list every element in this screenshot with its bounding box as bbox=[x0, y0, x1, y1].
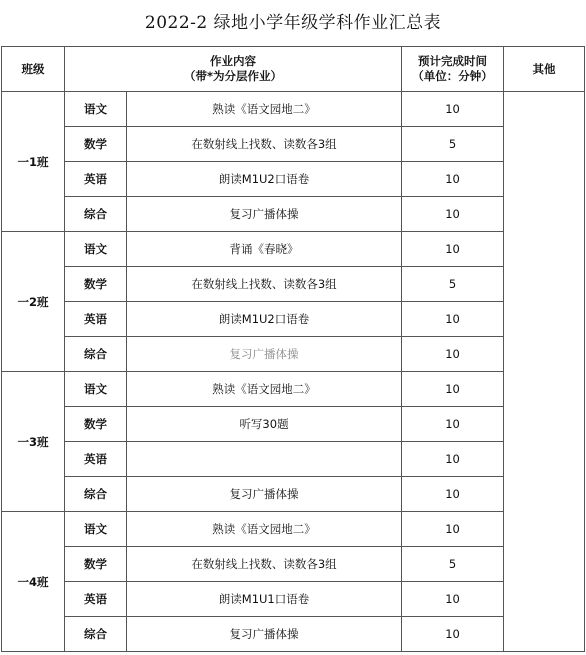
time-cell: 10 bbox=[402, 512, 504, 547]
subject-cell: 英语 bbox=[65, 162, 127, 197]
table-row bbox=[2, 302, 585, 337]
time-cell: 10 bbox=[402, 372, 504, 407]
time-cell: 5 bbox=[402, 267, 504, 302]
time-cell: 10 bbox=[402, 232, 504, 267]
subject-cell: 综合 bbox=[65, 617, 127, 652]
subject-cell: 语文 bbox=[65, 372, 127, 407]
content-cell: 熟读《语文园地二》 bbox=[127, 92, 402, 127]
table-row bbox=[2, 512, 585, 547]
content-cell: 背诵《春晓》 bbox=[127, 232, 402, 267]
subject-cell: 语文 bbox=[65, 92, 127, 127]
subject-cell: 英语 bbox=[65, 582, 127, 617]
other-cell bbox=[504, 92, 585, 652]
table-row bbox=[2, 582, 585, 617]
content-cell: 复习广播体操 bbox=[127, 617, 402, 652]
content-cell: 复习广播体操 bbox=[127, 477, 402, 512]
content-cell: 复习广播体操 bbox=[127, 337, 402, 372]
header-content-line1: 作业内容 bbox=[210, 54, 256, 68]
time-cell: 10 bbox=[402, 442, 504, 477]
table-row bbox=[2, 127, 585, 162]
subject-cell: 英语 bbox=[65, 302, 127, 337]
time-cell: 10 bbox=[402, 162, 504, 197]
header-time bbox=[402, 47, 504, 92]
table-row bbox=[2, 407, 585, 442]
time-cell: 10 bbox=[402, 617, 504, 652]
class-cell: 一3班 bbox=[2, 372, 65, 512]
subject-cell: 综合 bbox=[65, 197, 127, 232]
table-row bbox=[2, 477, 585, 512]
time-cell: 5 bbox=[402, 547, 504, 582]
time-cell: 10 bbox=[402, 337, 504, 372]
table-row bbox=[2, 267, 585, 302]
content-cell: 熟读《语文园地二》 bbox=[127, 372, 402, 407]
content-cell: 熟读《语文园地二》 bbox=[127, 512, 402, 547]
class-cell: 一2班 bbox=[2, 232, 65, 372]
header-class: 班级 bbox=[2, 47, 65, 92]
time-cell: 10 bbox=[402, 407, 504, 442]
content-cell bbox=[127, 442, 402, 477]
header-content bbox=[65, 47, 402, 92]
header-other: 其他 bbox=[504, 47, 585, 92]
subject-cell: 数学 bbox=[65, 547, 127, 582]
header-time-line2: （单位：分钟） bbox=[412, 69, 493, 83]
homework-table bbox=[1, 46, 585, 652]
subject-cell: 综合 bbox=[65, 337, 127, 372]
content-cell: 在数射线上找数、读数各3组 bbox=[127, 547, 402, 582]
table-row bbox=[2, 372, 585, 407]
time-cell: 10 bbox=[402, 197, 504, 232]
time-cell: 10 bbox=[402, 92, 504, 127]
time-cell: 10 bbox=[402, 582, 504, 617]
subject-cell: 数学 bbox=[65, 407, 127, 442]
subject-cell: 英语 bbox=[65, 442, 127, 477]
class-cell: 一1班 bbox=[2, 92, 65, 232]
content-cell: 听写30题 bbox=[127, 407, 402, 442]
time-cell: 5 bbox=[402, 127, 504, 162]
table-row bbox=[2, 162, 585, 197]
subject-cell: 数学 bbox=[65, 127, 127, 162]
header-time-line1: 预计完成时间 bbox=[418, 54, 488, 68]
time-cell: 10 bbox=[402, 302, 504, 337]
table-row bbox=[2, 547, 585, 582]
table-row bbox=[2, 617, 585, 652]
class-cell: 一4班 bbox=[2, 512, 65, 652]
header-content-line2: （带*为分层作业） bbox=[184, 69, 283, 83]
table-row bbox=[2, 197, 585, 232]
subject-cell: 综合 bbox=[65, 477, 127, 512]
content-cell: 朗读M1U1口语卷 bbox=[127, 582, 402, 617]
table-row bbox=[2, 337, 585, 372]
header-row bbox=[2, 47, 585, 92]
content-cell: 复习广播体操 bbox=[127, 197, 402, 232]
sheet-title: 2022-2 绿地小学年级学科作业汇总表 bbox=[144, 13, 442, 33]
table-row bbox=[2, 232, 585, 267]
content-cell: 在数射线上找数、读数各3组 bbox=[127, 267, 402, 302]
content-cell: 朗读M1U2口语卷 bbox=[127, 302, 402, 337]
table-row bbox=[2, 442, 585, 477]
subject-cell: 语文 bbox=[65, 232, 127, 267]
subject-cell: 数学 bbox=[65, 267, 127, 302]
table-row bbox=[2, 92, 585, 127]
subject-cell: 语文 bbox=[65, 512, 127, 547]
content-cell: 朗读M1U2口语卷 bbox=[127, 162, 402, 197]
time-cell: 10 bbox=[402, 477, 504, 512]
content-cell: 在数射线上找数、读数各3组 bbox=[127, 127, 402, 162]
